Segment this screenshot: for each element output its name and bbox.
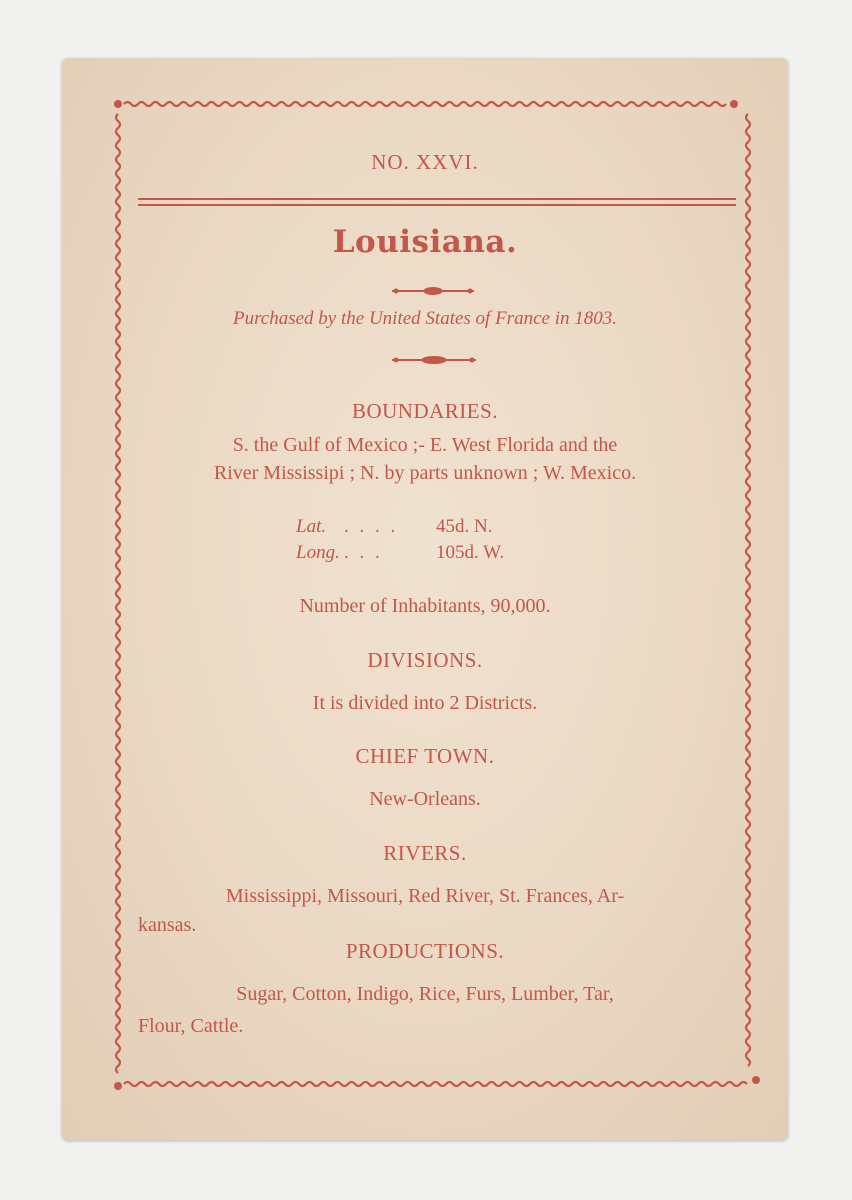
double-rule-top <box>138 198 736 200</box>
corner-ornament-icon <box>114 100 122 108</box>
boundaries-line-2: River Mississipi ; N. by parts unknown ; W. Mexico. <box>213 462 637 484</box>
corner-ornament-icon <box>752 1076 760 1084</box>
longitude-dots: . . . <box>344 542 383 563</box>
flourish-ornament-top-icon <box>392 288 474 295</box>
inhabitants-text: Number of Inhabitants, 90,000. <box>299 595 551 617</box>
productions-heading: PRODUCTIONS. <box>345 939 505 963</box>
rivers-line-2: kansas. <box>138 914 197 936</box>
corner-ornament-icon <box>730 100 738 108</box>
latitude-row <box>296 516 492 538</box>
longitude-value: 105d. W. <box>436 542 505 563</box>
divisions-heading: DIVISIONS. <box>367 648 483 672</box>
rivers-heading: RIVERS. <box>383 841 467 865</box>
latitude-dots: . . . . <box>344 516 399 537</box>
divisions-text: It is divided into 2 Districts. <box>312 692 538 714</box>
chief-town-heading: CHIEF TOWN. <box>355 744 495 768</box>
wavy-border-bottom <box>124 1082 747 1086</box>
double-rule-bottom <box>138 204 736 206</box>
chief-town-text: New-Orleans. <box>369 788 481 810</box>
card-title: Louisiana. <box>332 224 518 260</box>
productions-line-2: Flour, Cattle. <box>138 1015 244 1037</box>
longitude-row <box>296 542 504 564</box>
card-number: NO. XXVI. <box>371 150 479 174</box>
wavy-border-top <box>124 102 726 106</box>
flourish-ornament-bottom-icon <box>392 357 476 364</box>
productions-line-1: Sugar, Cotton, Indigo, Rice, Furs, Lumber, Tar, <box>236 983 614 1005</box>
rivers-line-1: Mississippi, Missouri, Red River, St. Frances, Ar- <box>225 885 625 907</box>
boundaries-heading: BOUNDARIES. <box>351 399 499 423</box>
boundaries-line-1: S. the Gulf of Mexico ;- E. West Florida and the <box>232 434 618 456</box>
longitude-label: Long. <box>296 542 340 563</box>
latitude-value: 45d. N. <box>436 516 493 537</box>
card-subtitle: Purchased by the United States of France in 1803. <box>233 308 617 329</box>
latitude-label: Lat. <box>296 516 327 537</box>
louisiana-card <box>62 58 788 1140</box>
corner-ornament-icon <box>114 1082 122 1090</box>
